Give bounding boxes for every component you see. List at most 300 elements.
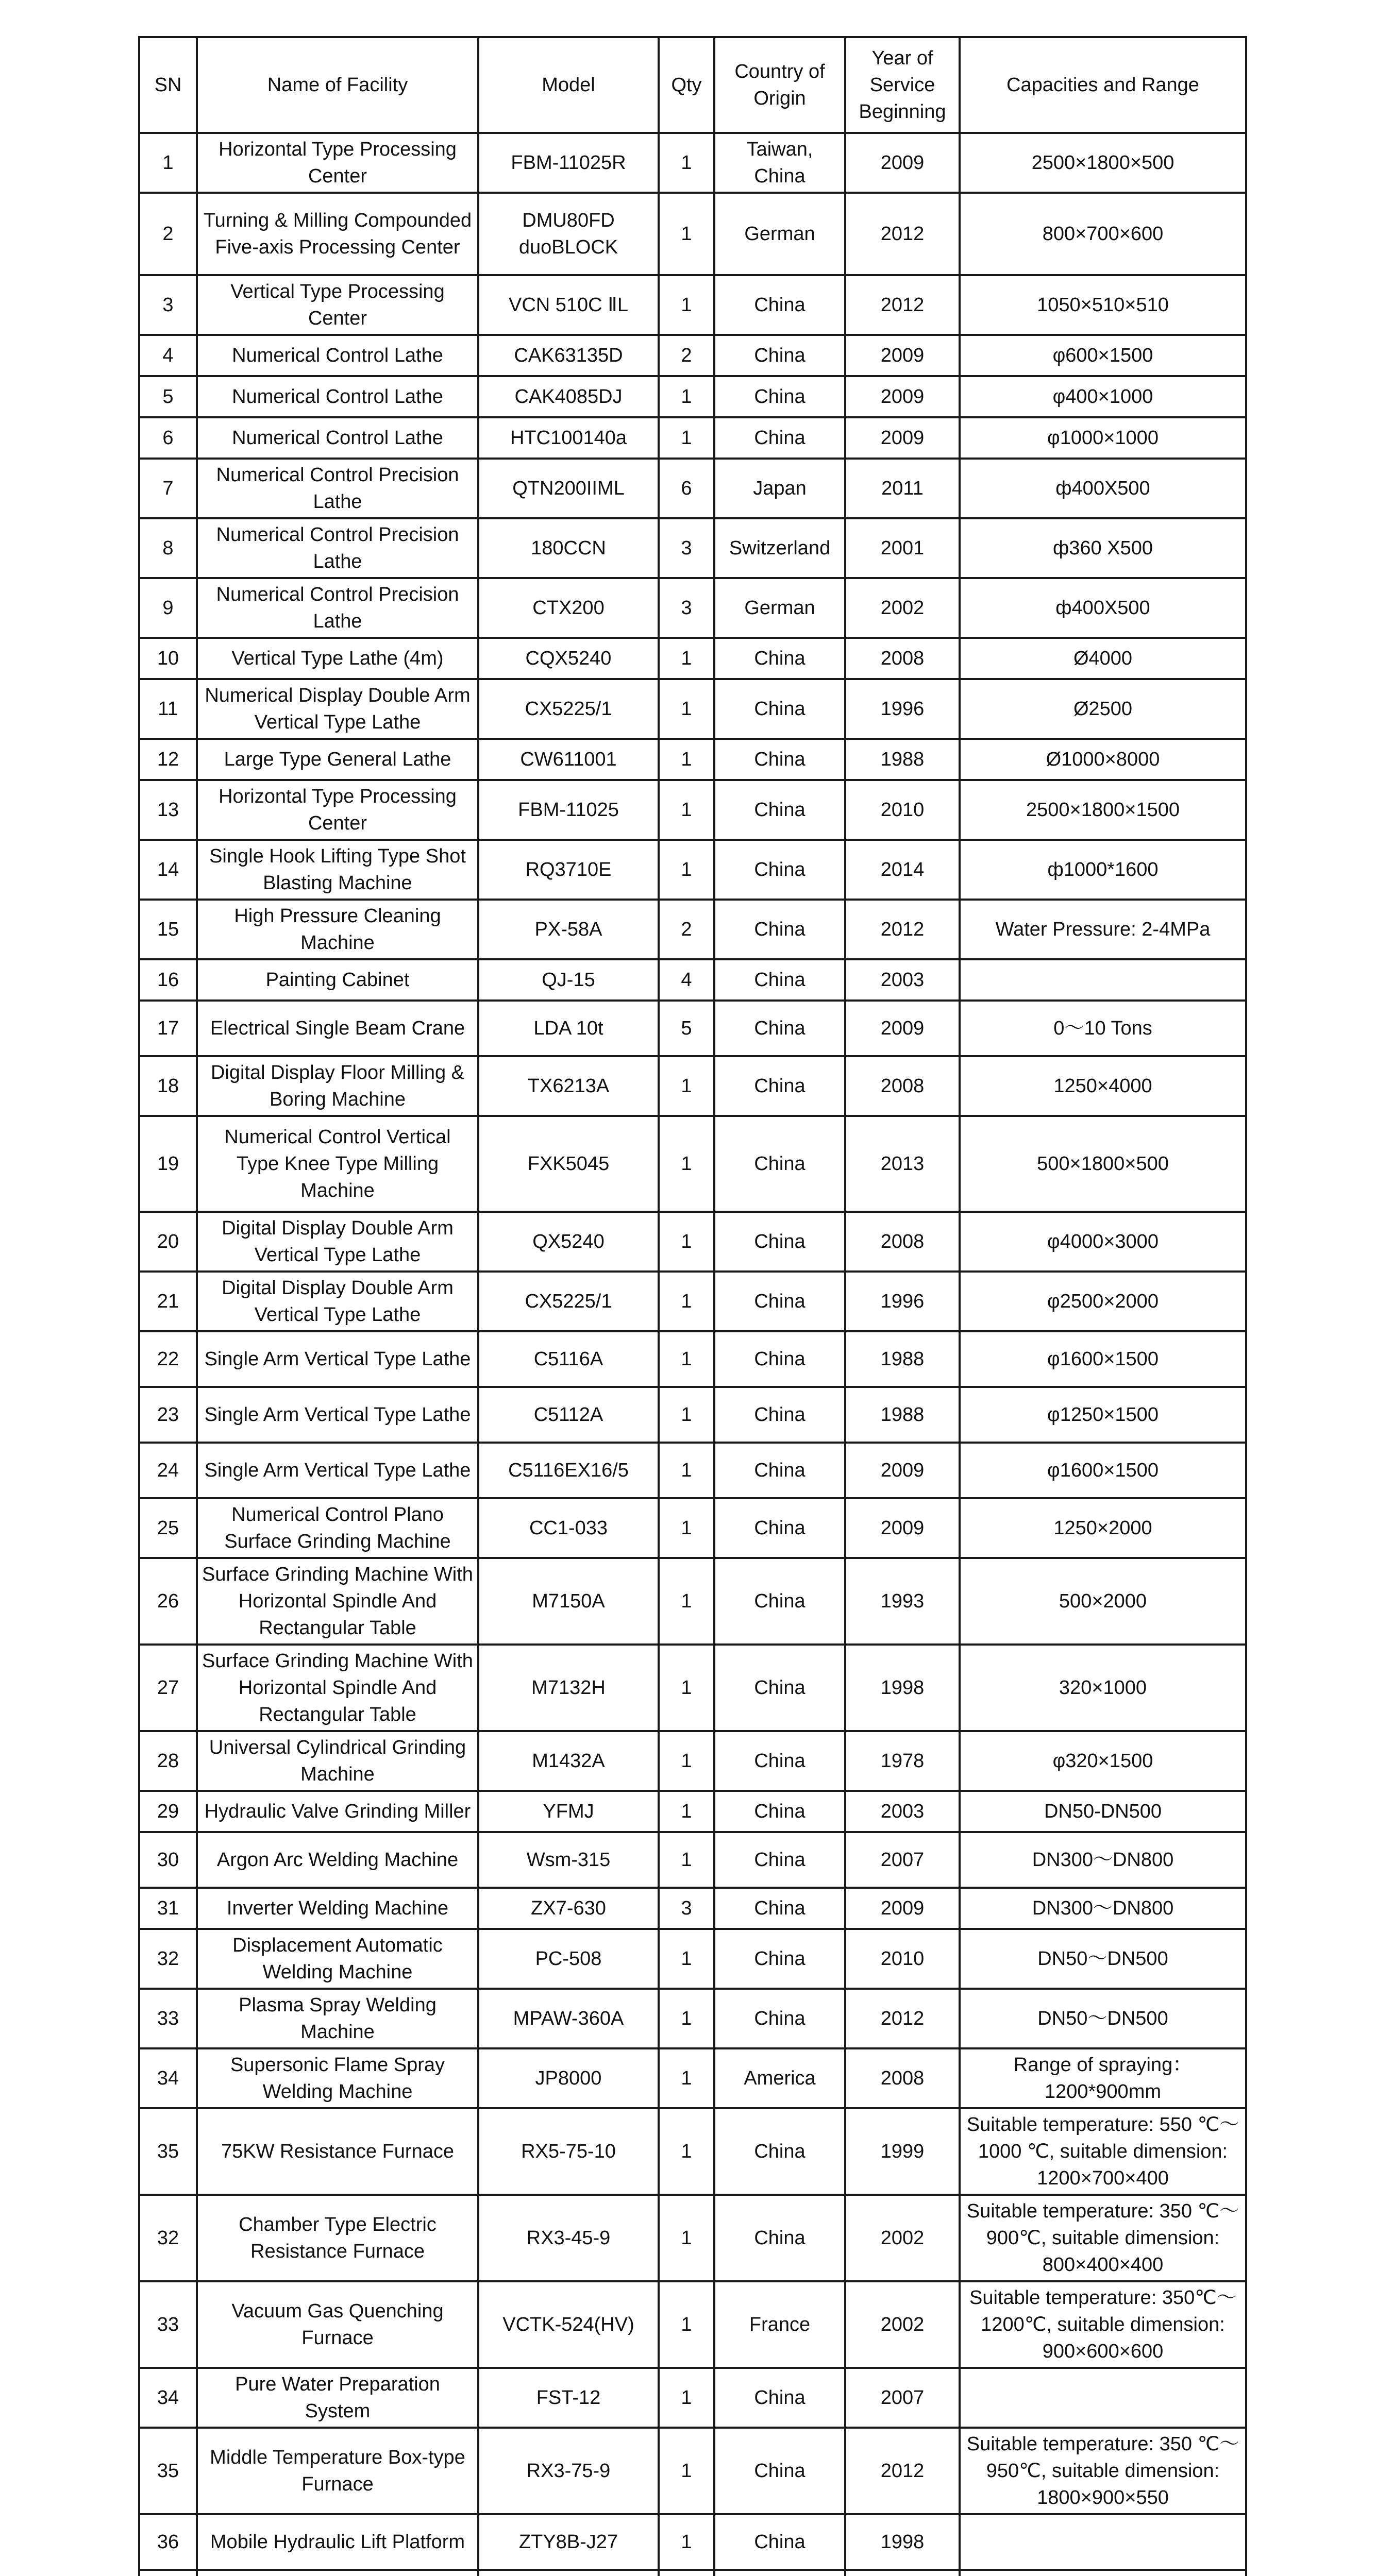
cell-sn: 34 <box>139 2368 197 2428</box>
table-row <box>139 2048 1246 2108</box>
header-model: Model <box>478 37 659 133</box>
cell-sn: 32 <box>139 2195 197 2281</box>
cell-name <box>197 2570 478 2576</box>
cell-name: Horizontal Type Processing Center <box>197 780 478 840</box>
table-row <box>139 193 1246 275</box>
cell-capacity: 0～10 Tons <box>960 1001 1246 1056</box>
cell-sn: 23 <box>139 1387 197 1443</box>
cell-capacity: 320×1000 <box>960 1645 1246 1731</box>
cell-capacity: φ320×1500 <box>960 1731 1246 1791</box>
cell-sn: 10 <box>139 638 197 679</box>
cell-year <box>845 2570 960 2576</box>
cell-qty: 1 <box>659 1331 714 1387</box>
cell-year: 2012 <box>845 2428 960 2514</box>
cell-year: 2012 <box>845 1989 960 2048</box>
cell-year: 1998 <box>845 2514 960 2570</box>
cell-model: JP8000 <box>478 2048 659 2108</box>
table-row <box>139 1832 1246 1888</box>
cell-model: VCN 510C ⅡL <box>478 275 659 335</box>
cell-year: 2014 <box>845 840 960 900</box>
cell-name: Vertical Type Lathe (4m) <box>197 638 478 679</box>
cell-model: C5112A <box>478 1387 659 1443</box>
cell-capacity: Suitable temperature: 350℃～1200℃, suitable dimension: 900×600×600 <box>960 2281 1246 2368</box>
cell-model: 180CCN <box>478 518 659 578</box>
cell-country: China <box>714 2514 845 2570</box>
cell-model: RX3-45-9 <box>478 2195 659 2281</box>
table-row <box>139 417 1246 459</box>
cell-name: Vertical Type Processing Center <box>197 275 478 335</box>
cell-capacity: φ1600×1500 <box>960 1331 1246 1387</box>
cell-year: 2013 <box>845 1116 960 1212</box>
cell-name: High Pressure Cleaning Machine <box>197 900 478 959</box>
cell-qty: 1 <box>659 1791 714 1832</box>
cell-name: Supersonic Flame Spray Welding Machine <box>197 2048 478 2108</box>
cell-year: 2010 <box>845 1929 960 1989</box>
cell-year: 2008 <box>845 1056 960 1116</box>
cell-name: Displacement Automatic Welding Machine <box>197 1929 478 1989</box>
cell-capacity: DN50～DN500 <box>960 1989 1246 2048</box>
table-row <box>139 1387 1246 1443</box>
table-row <box>139 1001 1246 1056</box>
cell-country: China <box>714 376 845 417</box>
cell-name: Numerical Control Lathe <box>197 335 478 376</box>
cell-model: YFMJ <box>478 1791 659 1832</box>
table-row <box>139 739 1246 780</box>
header-year: Year of Service Beginning <box>845 37 960 133</box>
cell-model: CC1-033 <box>478 1498 659 1558</box>
cell-qty <box>659 2570 714 2576</box>
cell-capacity: 1050×510×510 <box>960 275 1246 335</box>
cell-capacity: DN300～DN800 <box>960 1888 1246 1929</box>
cell-year: 1999 <box>845 2108 960 2195</box>
cell-year: 2009 <box>845 1001 960 1056</box>
cell-qty: 1 <box>659 1056 714 1116</box>
cell-sn: 27 <box>139 1645 197 1731</box>
cell-country: China <box>714 780 845 840</box>
cell-capacity: φ1600×1500 <box>960 1443 1246 1498</box>
cell-name: Numerical Control Plano Surface Grinding Machine <box>197 1498 478 1558</box>
cell-sn: 7 <box>139 459 197 518</box>
cell-capacity: DN50～DN500 <box>960 1929 1246 1989</box>
cell-qty: 1 <box>659 1731 714 1791</box>
cell-model: M7150A <box>478 1558 659 1645</box>
cell-name: Single Arm Vertical Type Lathe <box>197 1387 478 1443</box>
cell-country: China <box>714 679 845 739</box>
cell-model: LDA 10t <box>478 1001 659 1056</box>
cell-model: FST-12 <box>478 2368 659 2428</box>
cell-capacity: 800×700×600 <box>960 193 1246 275</box>
cell-model: DMU80FD duoBLOCK <box>478 193 659 275</box>
cell-sn: 13 <box>139 780 197 840</box>
table-row <box>139 1791 1246 1832</box>
cell-capacity: ф400X500 <box>960 459 1246 518</box>
cell-name: Large Type General Lathe <box>197 739 478 780</box>
cell-capacity: 1250×2000 <box>960 1498 1246 1558</box>
cell-country: China <box>714 417 845 459</box>
cell-country: China <box>714 1212 845 1272</box>
cell-year: 1988 <box>845 1387 960 1443</box>
cell-country: China <box>714 1791 845 1832</box>
cell-sn: 17 <box>139 1001 197 1056</box>
cell-sn: 35 <box>139 2428 197 2514</box>
cell-year: 2007 <box>845 2368 960 2428</box>
cell-country: China <box>714 900 845 959</box>
cell-capacity: 500×1800×500 <box>960 1116 1246 1212</box>
cell-country: China <box>714 1056 845 1116</box>
cell-qty: 1 <box>659 2428 714 2514</box>
cell-capacity <box>960 2368 1246 2428</box>
cell-country: China <box>714 1558 845 1645</box>
cell-sn: 3 <box>139 275 197 335</box>
cell-name: Numerical Control Lathe <box>197 417 478 459</box>
cell-capacity: Ø1000×8000 <box>960 739 1246 780</box>
table-row <box>139 840 1246 900</box>
cell-name: Turning & Milling Compounded Five-axis Processing Center <box>197 193 478 275</box>
cell-year: 2009 <box>845 133 960 193</box>
cell-year: 2003 <box>845 959 960 1001</box>
cell-qty: 1 <box>659 2514 714 2570</box>
cell-qty: 2 <box>659 335 714 376</box>
cell-year: 2001 <box>845 518 960 578</box>
cell-qty: 1 <box>659 2281 714 2368</box>
cell-name: Single Arm Vertical Type Lathe <box>197 1331 478 1387</box>
cell-year: 2009 <box>845 1443 960 1498</box>
cell-country: China <box>714 2368 845 2428</box>
cell-model: RQ3710E <box>478 840 659 900</box>
cell-name: Single Arm Vertical Type Lathe <box>197 1443 478 1498</box>
table-row <box>139 2281 1246 2368</box>
cell-qty: 1 <box>659 1116 714 1212</box>
cell-country: China <box>714 1645 845 1731</box>
cell-country: France <box>714 2281 845 2368</box>
cell-qty: 1 <box>659 1832 714 1888</box>
cell-sn: 33 <box>139 2281 197 2368</box>
cell-country: Taiwan, China <box>714 133 845 193</box>
cell-country: China <box>714 739 845 780</box>
cell-capacity <box>960 959 1246 1001</box>
cell-country: China <box>714 1331 845 1387</box>
cell-capacity: φ1000×1000 <box>960 417 1246 459</box>
cell-sn: 36 <box>139 2514 197 2570</box>
cell-country: China <box>714 1929 845 1989</box>
cell-country: China <box>714 638 845 679</box>
cell-qty: 1 <box>659 417 714 459</box>
cell-capacity: 2500×1800×500 <box>960 133 1246 193</box>
cell-capacity <box>960 2570 1246 2576</box>
cell-sn <box>139 2570 197 2576</box>
cell-year: 2012 <box>845 900 960 959</box>
cell-qty: 1 <box>659 1387 714 1443</box>
cell-year: 2008 <box>845 1212 960 1272</box>
cell-model: RX5-75-10 <box>478 2108 659 2195</box>
table-row <box>139 1212 1246 1272</box>
table-row <box>139 1645 1246 1731</box>
cell-year: 2002 <box>845 578 960 638</box>
cell-sn: 4 <box>139 335 197 376</box>
table-row <box>139 1331 1246 1387</box>
cell-name: Middle Temperature Box-type Furnace <box>197 2428 478 2514</box>
cell-capacity: φ600×1500 <box>960 335 1246 376</box>
cell-model: CX5225/1 <box>478 679 659 739</box>
cell-year: 2009 <box>845 417 960 459</box>
cell-name: Digital Display Floor Milling & Boring Machine <box>197 1056 478 1116</box>
cell-name: Vacuum Gas Quenching Furnace <box>197 2281 478 2368</box>
cell-sn: 11 <box>139 679 197 739</box>
table-row <box>139 2514 1246 2570</box>
cell-sn: 18 <box>139 1056 197 1116</box>
cell-capacity: Suitable temperature: 550 ℃～1000 ℃, suitable dimension: 1200×700×400 <box>960 2108 1246 2195</box>
cell-year: 2012 <box>845 193 960 275</box>
table-row <box>139 1498 1246 1558</box>
cell-country: China <box>714 1989 845 2048</box>
table-row <box>139 1116 1246 1212</box>
cell-sn: 28 <box>139 1731 197 1791</box>
cell-qty: 1 <box>659 275 714 335</box>
cell-qty: 1 <box>659 780 714 840</box>
cell-qty: 1 <box>659 1272 714 1331</box>
table-row <box>139 578 1246 638</box>
cell-name: Universal Cylindrical Grinding Machine <box>197 1731 478 1791</box>
cell-qty: 1 <box>659 638 714 679</box>
table-row <box>139 2570 1246 2576</box>
cell-name: Digital Display Double Arm Vertical Type Lathe <box>197 1272 478 1331</box>
cell-name: Numerical Control Precision Lathe <box>197 459 478 518</box>
cell-sn: 26 <box>139 1558 197 1645</box>
cell-country: China <box>714 1888 845 1929</box>
cell-capacity: φ4000×3000 <box>960 1212 1246 1272</box>
cell-year: 2008 <box>845 638 960 679</box>
table-row <box>139 959 1246 1001</box>
cell-capacity: 2500×1800×1500 <box>960 780 1246 840</box>
cell-model: CAK63135D <box>478 335 659 376</box>
cell-model: RX3-75-9 <box>478 2428 659 2514</box>
header-capacity: Capacities and Range <box>960 37 1246 133</box>
cell-sn: 22 <box>139 1331 197 1387</box>
cell-year: 1978 <box>845 1731 960 1791</box>
cell-qty: 1 <box>659 840 714 900</box>
table-row <box>139 2195 1246 2281</box>
cell-qty: 1 <box>659 1558 714 1645</box>
table-row <box>139 1558 1246 1645</box>
cell-qty: 1 <box>659 376 714 417</box>
cell-year: 1996 <box>845 679 960 739</box>
cell-qty: 4 <box>659 959 714 1001</box>
cell-year: 1988 <box>845 739 960 780</box>
cell-sn: 34 <box>139 2048 197 2108</box>
table-row <box>139 2428 1246 2514</box>
cell-year: 1998 <box>845 1645 960 1731</box>
header-row <box>139 37 1246 133</box>
cell-qty: 1 <box>659 2195 714 2281</box>
cell-capacity: 500×2000 <box>960 1558 1246 1645</box>
cell-qty: 1 <box>659 1645 714 1731</box>
header-sn: SN <box>139 37 197 133</box>
cell-model: C5116A <box>478 1331 659 1387</box>
cell-country: China <box>714 1272 845 1331</box>
cell-qty: 1 <box>659 1989 714 2048</box>
cell-country <box>714 2570 845 2576</box>
cell-model: C5116EX16/5 <box>478 1443 659 1498</box>
cell-qty: 1 <box>659 2048 714 2108</box>
cell-sn: 1 <box>139 133 197 193</box>
cell-sn: 20 <box>139 1212 197 1272</box>
table-row <box>139 1272 1246 1331</box>
facility-table <box>138 36 1247 2576</box>
cell-qty: 1 <box>659 2108 714 2195</box>
cell-model: HTC100140a <box>478 417 659 459</box>
cell-year: 2003 <box>845 1791 960 1832</box>
cell-model: CTX200 <box>478 578 659 638</box>
cell-country: China <box>714 2195 845 2281</box>
cell-qty: 1 <box>659 1212 714 1272</box>
cell-sn: 19 <box>139 1116 197 1212</box>
cell-name: Surface Grinding Machine With Horizontal Spindle And Rectangular Table <box>197 1645 478 1731</box>
cell-sn: 2 <box>139 193 197 275</box>
cell-country: China <box>714 1387 845 1443</box>
cell-sn: 6 <box>139 417 197 459</box>
cell-year: 2002 <box>845 2281 960 2368</box>
cell-capacity: DN300～DN800 <box>960 1832 1246 1888</box>
cell-year: 1996 <box>845 1272 960 1331</box>
cell-qty: 1 <box>659 133 714 193</box>
cell-model: QTN200IIML <box>478 459 659 518</box>
cell-qty: 1 <box>659 2368 714 2428</box>
cell-sn: 32 <box>139 1929 197 1989</box>
table-row <box>139 335 1246 376</box>
cell-model: VCTK-524(HV) <box>478 2281 659 2368</box>
cell-year: 2008 <box>845 2048 960 2108</box>
cell-capacity <box>960 2514 1246 2570</box>
cell-country: China <box>714 1832 845 1888</box>
cell-sn: 25 <box>139 1498 197 1558</box>
table-row <box>139 2368 1246 2428</box>
cell-country: China <box>714 1116 845 1212</box>
cell-qty: 3 <box>659 518 714 578</box>
cell-sn: 9 <box>139 578 197 638</box>
cell-qty: 1 <box>659 1929 714 1989</box>
cell-model: M1432A <box>478 1731 659 1791</box>
cell-country: Japan <box>714 459 845 518</box>
cell-model: CW611001 <box>478 739 659 780</box>
cell-qty: 1 <box>659 1443 714 1498</box>
table-header <box>139 37 1246 133</box>
cell-qty: 2 <box>659 900 714 959</box>
cell-qty: 5 <box>659 1001 714 1056</box>
cell-model: CX5225/1 <box>478 1272 659 1331</box>
cell-capacity: ф1000*1600 <box>960 840 1246 900</box>
cell-model: PX-58A <box>478 900 659 959</box>
cell-capacity: Ø4000 <box>960 638 1246 679</box>
table-row <box>139 275 1246 335</box>
cell-sn: 16 <box>139 959 197 1001</box>
cell-capacity: Water Pressure: 2-4MPa <box>960 900 1246 959</box>
cell-sn: 31 <box>139 1888 197 1929</box>
cell-capacity: ф360 X500 <box>960 518 1246 578</box>
cell-name: Inverter Welding Machine <box>197 1888 478 1929</box>
cell-model: CQX5240 <box>478 638 659 679</box>
cell-model: CAK4085DJ <box>478 376 659 417</box>
cell-sn: 14 <box>139 840 197 900</box>
cell-qty: 6 <box>659 459 714 518</box>
cell-name: Numerical Control Precision Lathe <box>197 518 478 578</box>
cell-name: Painting Cabinet <box>197 959 478 1001</box>
table-row <box>139 1888 1246 1929</box>
cell-year: 2009 <box>845 1498 960 1558</box>
cell-year: 1988 <box>845 1331 960 1387</box>
cell-name: Digital Display Double Arm Vertical Type Lathe <box>197 1212 478 1272</box>
cell-name: Surface Grinding Machine With Horizontal Spindle And Rectangular Table <box>197 1558 478 1645</box>
cell-name: Single Hook Lifting Type Shot Blasting Machine <box>197 840 478 900</box>
cell-sn: 8 <box>139 518 197 578</box>
cell-country: China <box>714 335 845 376</box>
cell-sn: 15 <box>139 900 197 959</box>
cell-capacity: φ400×1000 <box>960 376 1246 417</box>
cell-qty: 1 <box>659 193 714 275</box>
cell-sn: 29 <box>139 1791 197 1832</box>
cell-qty: 1 <box>659 679 714 739</box>
table-row <box>139 900 1246 959</box>
cell-country: China <box>714 2108 845 2195</box>
cell-qty: 3 <box>659 578 714 638</box>
cell-name: Argon Arc Welding Machine <box>197 1832 478 1888</box>
table-row <box>139 376 1246 417</box>
cell-country: China <box>714 1443 845 1498</box>
cell-name: Pure Water Preparation System <box>197 2368 478 2428</box>
cell-capacity: φ1250×1500 <box>960 1387 1246 1443</box>
table-row <box>139 1443 1246 1498</box>
cell-year: 2007 <box>845 1832 960 1888</box>
header-qty: Qty <box>659 37 714 133</box>
cell-model: FXK5045 <box>478 1116 659 1212</box>
cell-model: QJ-15 <box>478 959 659 1001</box>
cell-year: 2011 <box>845 459 960 518</box>
cell-capacity: φ2500×2000 <box>960 1272 1246 1331</box>
table-row <box>139 638 1246 679</box>
table-row <box>139 1929 1246 1989</box>
cell-country: Switzerland <box>714 518 845 578</box>
table-row <box>139 679 1246 739</box>
cell-name: 75KW Resistance Furnace <box>197 2108 478 2195</box>
cell-name: Chamber Type Electric Resistance Furnace <box>197 2195 478 2281</box>
cell-model: FBM-11025 <box>478 780 659 840</box>
cell-name: Numerical Display Double Arm Vertical Type Lathe <box>197 679 478 739</box>
cell-model: QX5240 <box>478 1212 659 1272</box>
cell-capacity: Range of spraying：1200*900mm <box>960 2048 1246 2108</box>
table-row <box>139 1056 1246 1116</box>
table-body <box>139 133 1246 2576</box>
cell-country: German <box>714 578 845 638</box>
cell-capacity: DN50-DN500 <box>960 1791 1246 1832</box>
cell-name: Plasma Spray Welding Machine <box>197 1989 478 2048</box>
cell-sn: 21 <box>139 1272 197 1331</box>
cell-country: China <box>714 1001 845 1056</box>
cell-country: China <box>714 1731 845 1791</box>
cell-year: 1993 <box>845 1558 960 1645</box>
cell-model: ZTY8B-J27 <box>478 2514 659 2570</box>
cell-name: Horizontal Type Processing Center <box>197 133 478 193</box>
table-row <box>139 780 1246 840</box>
cell-country: America <box>714 2048 845 2108</box>
cell-year: 2009 <box>845 335 960 376</box>
header-country: Country of Origin <box>714 37 845 133</box>
table-row <box>139 518 1246 578</box>
cell-model: TX6213A <box>478 1056 659 1116</box>
cell-country: China <box>714 1498 845 1558</box>
cell-model: Wsm-315 <box>478 1832 659 1888</box>
cell-country: China <box>714 840 845 900</box>
cell-year: 2009 <box>845 1888 960 1929</box>
table-row <box>139 2108 1246 2195</box>
